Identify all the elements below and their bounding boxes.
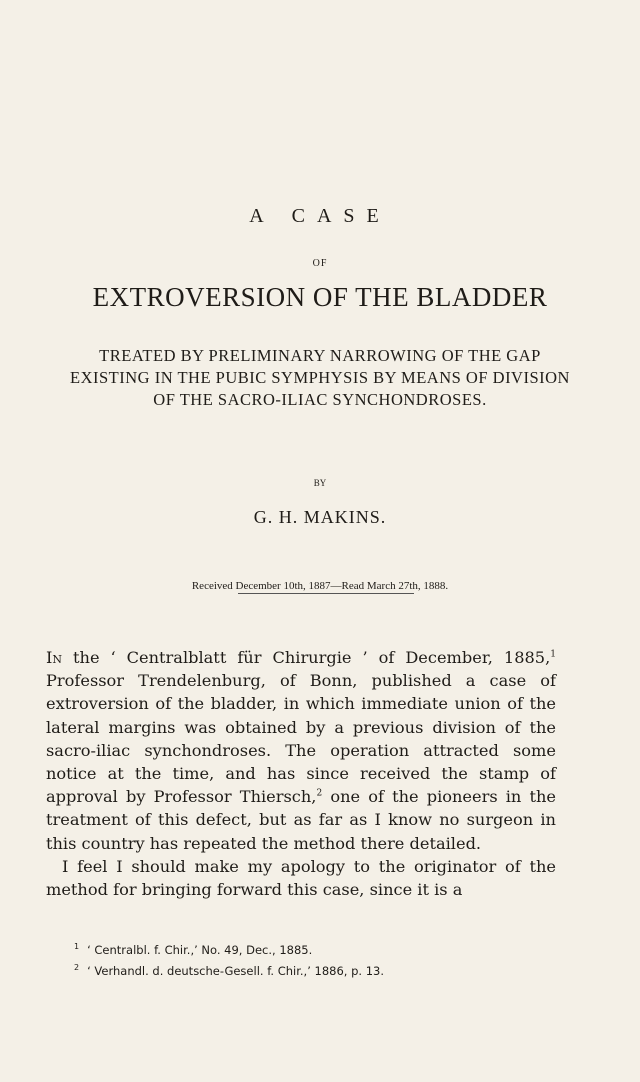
paragraph-1-text-c: one of the pioneers in the treatment of this defect, but as far as I know no surgeon in this country has repeated the method there detailed.: [46, 787, 557, 853]
footnote-1-mark: 1: [74, 942, 80, 951]
paragraph-1-text-b: Professor Trendelenburg, of Bonn, published a case of extroversion of the bladder, in which immediate union of the lateral margins was obtained by a previous division of the sacro-iliac synchondroses. The operation attracted some notice at the time, and has since received the stamp of approval by Professor Thiersch,: [46, 671, 556, 807]
by-line: BY: [313, 478, 327, 488]
received-date: Received December 10th, 1887—Read March 27th, 1888.: [191, 580, 449, 592]
footnote-1: [74, 938, 554, 959]
divider-rule: [238, 593, 414, 594]
subtitle: TREATED BY PRELIMINARY NARROWING OF THE GAP EXISTING IN THE PUBIC SYMPHYSIS BY MEANS OF DIVISION OF THE SACRO-ILIAC SYNCHONDROSES.: [70, 346, 570, 409]
main-title: EXTROVERSION OF THE BLADDER: [92, 282, 548, 312]
paragraph-2: I feel I should make my apology to the originator of the method for bringing forward this case, since it is a: [46, 856, 556, 900]
title-of: OF: [312, 258, 328, 269]
footnote-2: [74, 959, 554, 980]
footnote-1-text: ‘ Centralbl. f. Chir.,’ No. 49, Dec., 1885.: [87, 942, 313, 957]
body-text: [46, 646, 556, 901]
footnote-2-mark: 2: [74, 962, 80, 972]
paragraph-1-text-a: the ‘ Centralblatt für Chirurgie ’ of December, 1885,: [62, 648, 551, 667]
footnotes: [74, 938, 554, 980]
footnote-2-text: ‘ Verhandl. d. deutsche-Gesell. f. Chir.,’ 1886, p. 13.: [87, 963, 385, 978]
author-name: G. H. MAKINS.: [253, 507, 387, 527]
footnote-ref-1: 1: [550, 649, 556, 660]
footnote-ref-2: 2: [316, 788, 323, 799]
paragraph-1-first-word: In: [46, 648, 63, 667]
title-line-a-case: A CASE: [249, 205, 391, 227]
paragraph-1: [46, 646, 556, 855]
